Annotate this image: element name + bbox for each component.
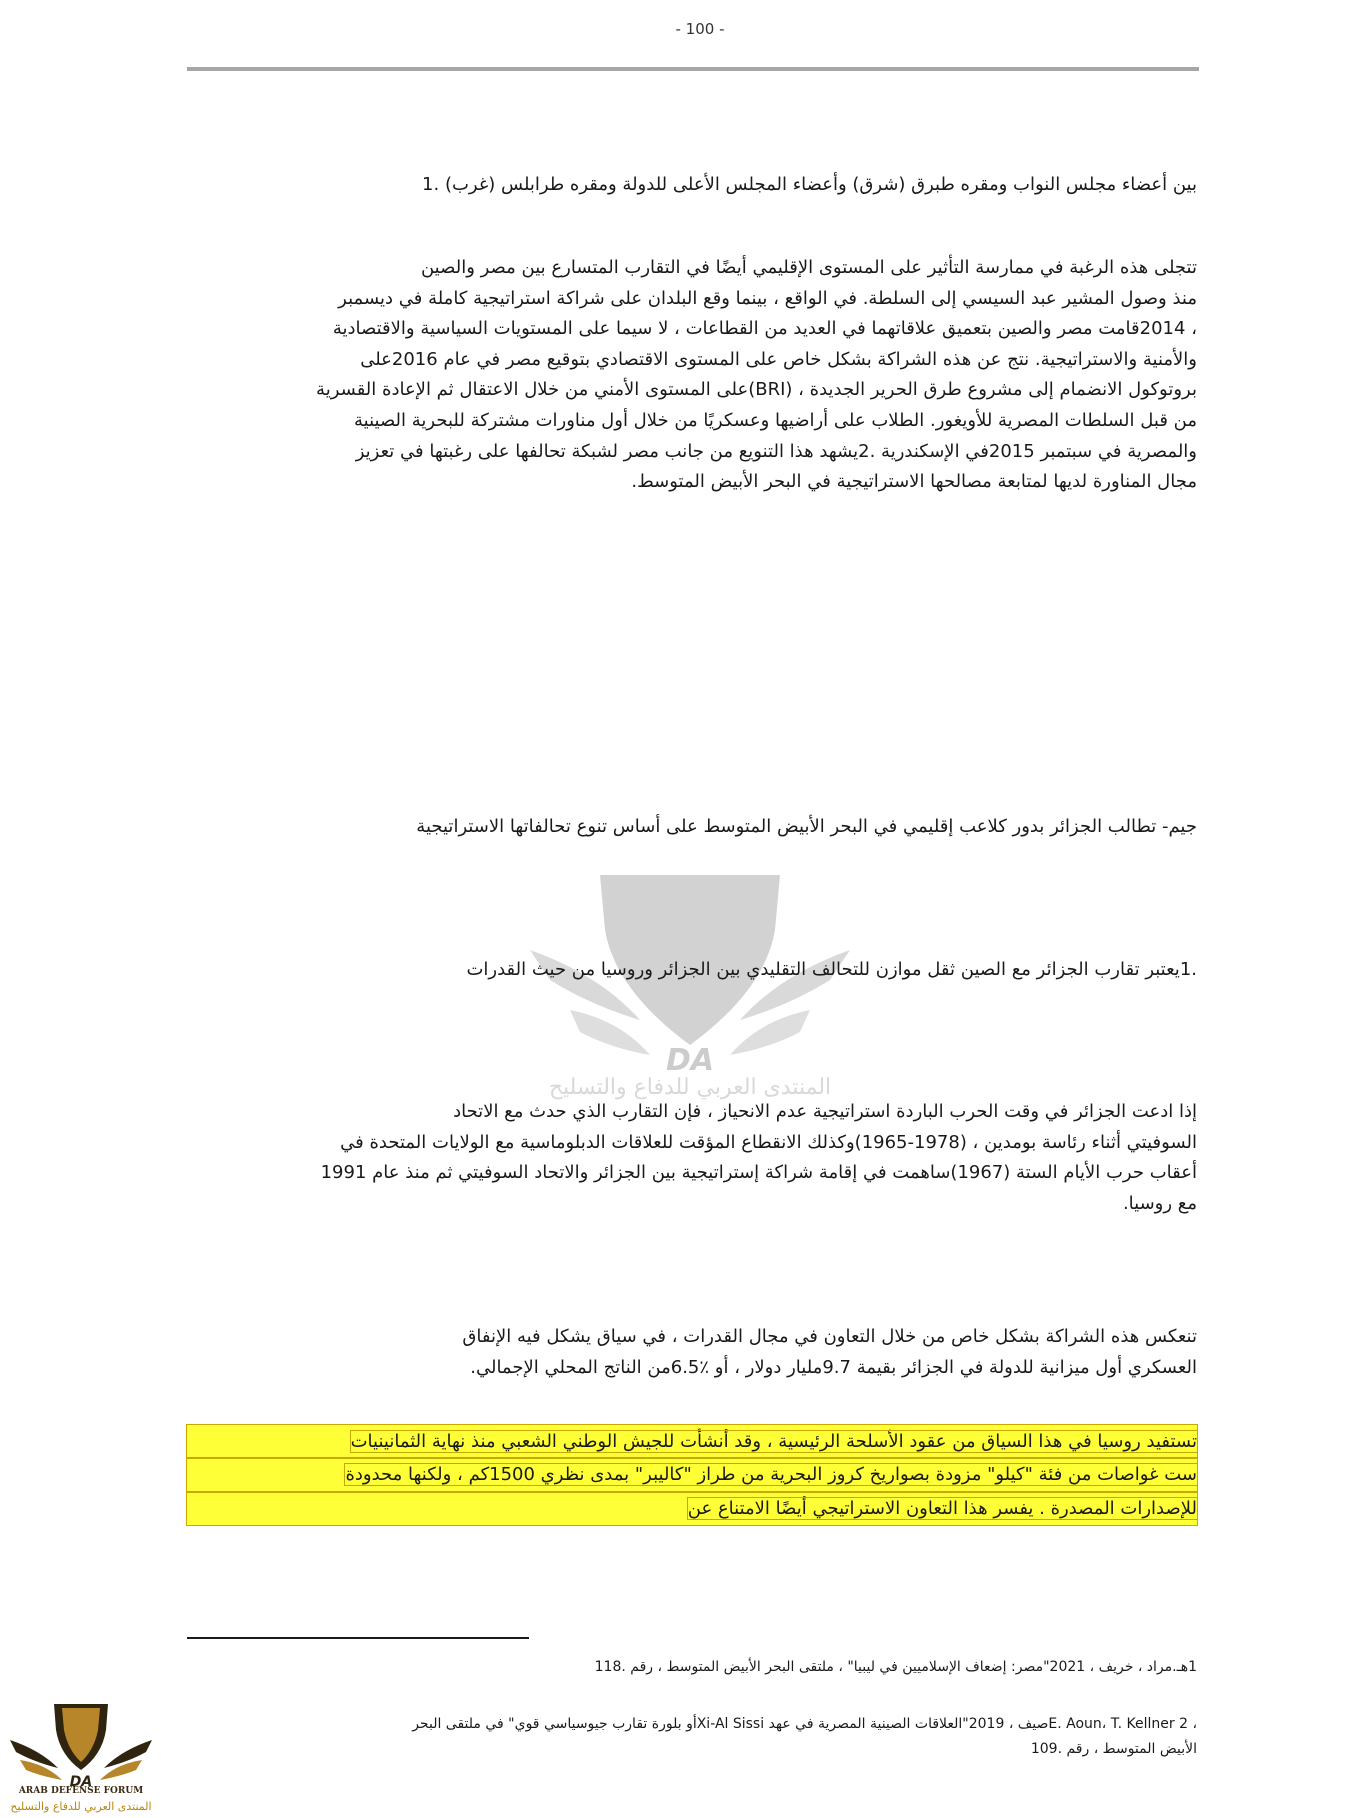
text-line: من قبل السلطات المصرية للأويغور. الطلاب على أراضيها وعسكريًا من خلال أول مناورات مشتركة للبحرية الصينية <box>354 409 1197 431</box>
text-line: منذ وصول المشير عبد السيسي إلى السلطة. في الواقع ، بينما وقع البلدان على شراكة استراتيجية كاملة في ديسمبر <box>338 287 1197 309</box>
footnote-text: الأبيض المتوسط ، رقم .109 <box>1030 1740 1197 1757</box>
text-line: أعقاب حرب الأيام الستة (1967)ساهمت في إقامة شراكة إستراتيجية بين الجزائر والاتحاد السوفيتي ثم منذ عام 1991 <box>320 1162 1197 1184</box>
forum-emblem-icon <box>6 1700 156 1788</box>
watermark-mark-text: DA <box>665 1043 715 1078</box>
text-line: تستفيد روسيا في هذا السياق من عقود الأسلحة الرئيسية ، وقد أنشأت للجيش الوطني الشعبي منذ نهاية الثمانينيات <box>350 1431 1197 1452</box>
highlighted-line <box>187 1492 1197 1525</box>
text-line: بروتوكول الانضمام إلى مشروع طرق الحرير الجديدة ، (BRI)على المستوى الأمني من خلال الاعتقال ثم الإعادة القسرية <box>316 379 1197 401</box>
subheading-algeria-china <box>187 955 1197 986</box>
text-line: السوفيتي أثناء رئاسة بومدين ، (1978-1965)وكذلك الانقطاع المؤقت للعلاقات الدبلوماسية مع الولايات المتحدة في <box>340 1131 1197 1153</box>
paragraph-highlighted <box>187 1425 1197 1525</box>
text-line: ، 2014قامت مصر والصين بتعميق علاقاتهما في العديد من القطاعات ، لا سيما على المستويات السياسية والاقتصادية <box>332 318 1197 340</box>
forum-name-english: ARAB DEFENSE FORUM <box>18 1786 144 1796</box>
text-line: للإصدارات المصدرة . يفسر هذا التعاون الاستراتيجي أيضًا الامتناع عن <box>687 1497 1197 1519</box>
text-line: ست غواصات من فئة "كيلو" مزودة بصواريخ كروز البحرية من طراز "كاليبر" بمدى نظري 1500كم ، ولكنها محدودة <box>345 1464 1197 1486</box>
paragraph-cold-war <box>187 1097 1197 1219</box>
forum-mark-text: DA <box>69 1774 93 1788</box>
watermark-text: المنتدى العربي للدفاع والتسليح <box>548 1075 832 1100</box>
highlighted-line <box>187 1425 1197 1458</box>
highlighted-line <box>187 1458 1197 1491</box>
footnote-2 <box>225 1712 1197 1761</box>
header-rule <box>187 67 1199 71</box>
footnote-text: 1هـ.مراد ، خريف ، 2021"مصر: إضعاف الإسلاميين في ليبيا" ، ملتقى البحر الأبيض المتوسط ، رقم .118 <box>594 1659 1197 1675</box>
text-line: العسكري أول ميزانية للدولة في الجزائر بقيمة 9.7مليار دولار ، أو ٪6.5من الناتج المحلي الإجمالي. <box>470 1356 1197 1378</box>
page-number: - 100 - <box>675 20 725 38</box>
text-line: تتجلى هذه الرغبة في ممارسة التأثير على المستوى الإقليمي أيضًا في التقارب المتسارع بين مصر والصين <box>420 257 1197 278</box>
text-line: بين أعضاء مجلس النواب ومقره طبرق (شرق) وأعضاء المجلس الأعلى للدولة ومقره طرابلس (غرب) .1 <box>422 174 1197 195</box>
text-line: .1يعتبر تقارب الجزائر مع الصين ثقل موازن للتحالف التقليدي بين الجزائر وروسيا من حيث القدرات <box>466 959 1197 980</box>
forum-name-arabic: المنتدى العربي للدفاع والتسليح <box>10 1800 152 1813</box>
text-line: والأمنية والاستراتيجية. نتج عن هذه الشراكة بشكل خاص على المستوى الاقتصادي بتوقيع مصر في عام 2016على <box>360 348 1197 370</box>
footnote-separator <box>187 1637 529 1639</box>
paragraph-libya-councils <box>187 170 1197 201</box>
footnote-text: ، E. Aoun، T. Kellner 2صيف ، 2019"العلاقات الصينية المصرية في عهد Xi-Al Sissiأو بلورة تقارب جيوسياسي قوي" في ملتقى البحر <box>412 1716 1197 1732</box>
section-heading-algeria <box>187 812 1197 843</box>
text-line: تنعكس هذه الشراكة بشكل خاص من خلال التعاون في مجال القدرات ، في سياق يشكل فيه الإنفاق <box>462 1326 1197 1347</box>
paragraph-egypt-china <box>187 253 1197 498</box>
text-line: مجال المناورة لديها لمتابعة مصالحها الاستراتيجية في البحر الأبيض المتوسط. <box>631 471 1197 493</box>
text-line: جيم- تطالب الجزائر بدور كلاعب إقليمي في البحر الأبيض المتوسط على أساس تنوع تحالفاتها الاستراتيجية <box>416 816 1197 837</box>
text-line: مع روسيا. <box>1122 1192 1197 1214</box>
paragraph-capabilities <box>187 1322 1197 1383</box>
text-line: إذا ادعت الجزائر في وقت الحرب الباردة استراتيجية عدم الانحياز ، فإن التقارب الذي حدث مع الاتحاد <box>453 1101 1197 1122</box>
footnote-1 <box>225 1655 1197 1680</box>
text-line: والمصرية في سبتمبر 2015في الإسكندرية .2يشهد هذا التنويع من جانب مصر لشبكة تحالفها على رغبتها في تعزيز <box>355 440 1197 462</box>
forum-logo <box>6 1700 156 1818</box>
